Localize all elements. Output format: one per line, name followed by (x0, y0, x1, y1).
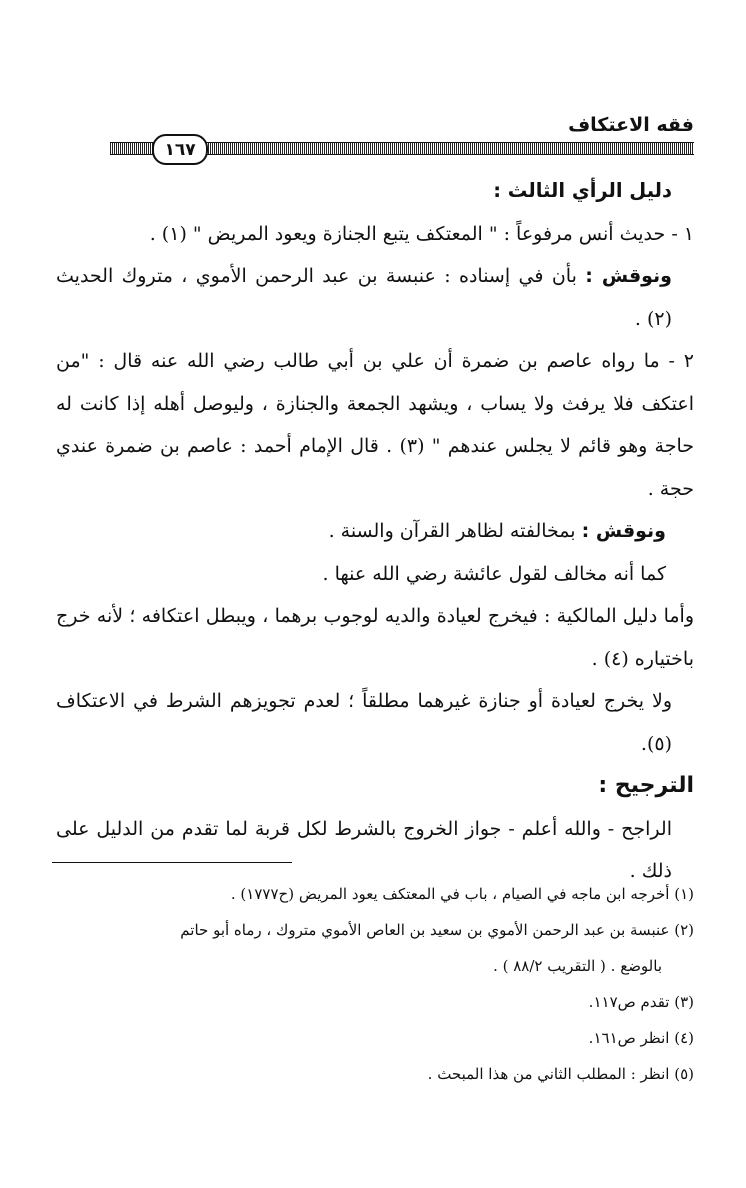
discussion-text: بأن في إسناده : عنبسة بن عبد الرحمن الأموي ، متروك الحديث (٢) . (56, 265, 672, 330)
discussion-label: ونوقش : (585, 265, 672, 287)
footnote-3: (٣) تقدم ص١١٧. (588, 993, 694, 1011)
footnote-4: (٤) انظر ص١٦١. (588, 1029, 694, 1047)
tarjih-heading: الترجيح : (598, 773, 694, 798)
paragraph-condition: ولا يخرج لعيادة أو جنازة غيرهما مطلقاً ؛ لعدم تجويزهم الشرط في الاعتكاف (٥). (56, 690, 672, 755)
main-text (56, 170, 694, 893)
discussion-label: ونوقش : (581, 520, 666, 542)
section-heading: دليل الرأي الثالث : (493, 179, 672, 202)
paragraph-discussion-2 (56, 510, 694, 553)
footnote-2: (٢) عنبسة بن عبد الرحمن الأموي بن سعيد بن العاص الأموي متروك ، رماه أبو حاتم (180, 921, 694, 939)
paragraph-hadith-anas: ١ - حديث أنس مرفوعاً : " المعتكف يتبع الجنازة ويعود المريض " (١) . (149, 222, 694, 245)
paragraph-maliki: وأما دليل المالكية : فيخرج لعيادة والديه لوجوب برهما ، ويبطل اعتكافه ؛ لأنه خرج باختياره (٤) . (56, 605, 694, 670)
page-number: ١٦٧ (152, 134, 208, 165)
running-title: فقه الاعتكاف (568, 114, 694, 136)
paragraph-tarjih: الراجح - والله أعلم - جواز الخروج بالشرط لكل قربة لما تقدم من الدليل على ذلك . (56, 817, 672, 882)
discussion-text: بمخالفته لظاهر القرآن والسنة . (328, 520, 582, 542)
footnote-5: (٥) انظر : المطلب الثاني من هذا المبحث . (427, 1065, 694, 1083)
paragraph-ali-narration: ٢ - ما رواه عاصم بن ضمرة أن علي بن أبي طالب رضي الله عنه قال : "من اعتكف فلا يرفث ولا يساب ، ويشهد الجمعة والجنازة ، وليوصل أهله إذا كانت له حاجة وهو قائم لا يجلس عندهم " (٣) . قال الإمام أحمد : عاصم بن ضمرة عندي حجة . (56, 350, 694, 500)
footnote-2-cont: بالوضع . ( التقريب ٨٨/٢ ) . (493, 957, 662, 975)
paragraph-aisha: كما أنه مخالف لقول عائشة رضي الله عنها . (322, 562, 666, 585)
footnote-separator (52, 862, 292, 863)
footnote-1: (١) أخرجه ابن ماجه في الصيام ، باب في المعتكف يعود المريض (ح١٧٧٧) . (230, 885, 694, 903)
paragraph-discussion-1 (56, 255, 694, 340)
footnotes (56, 876, 694, 1092)
